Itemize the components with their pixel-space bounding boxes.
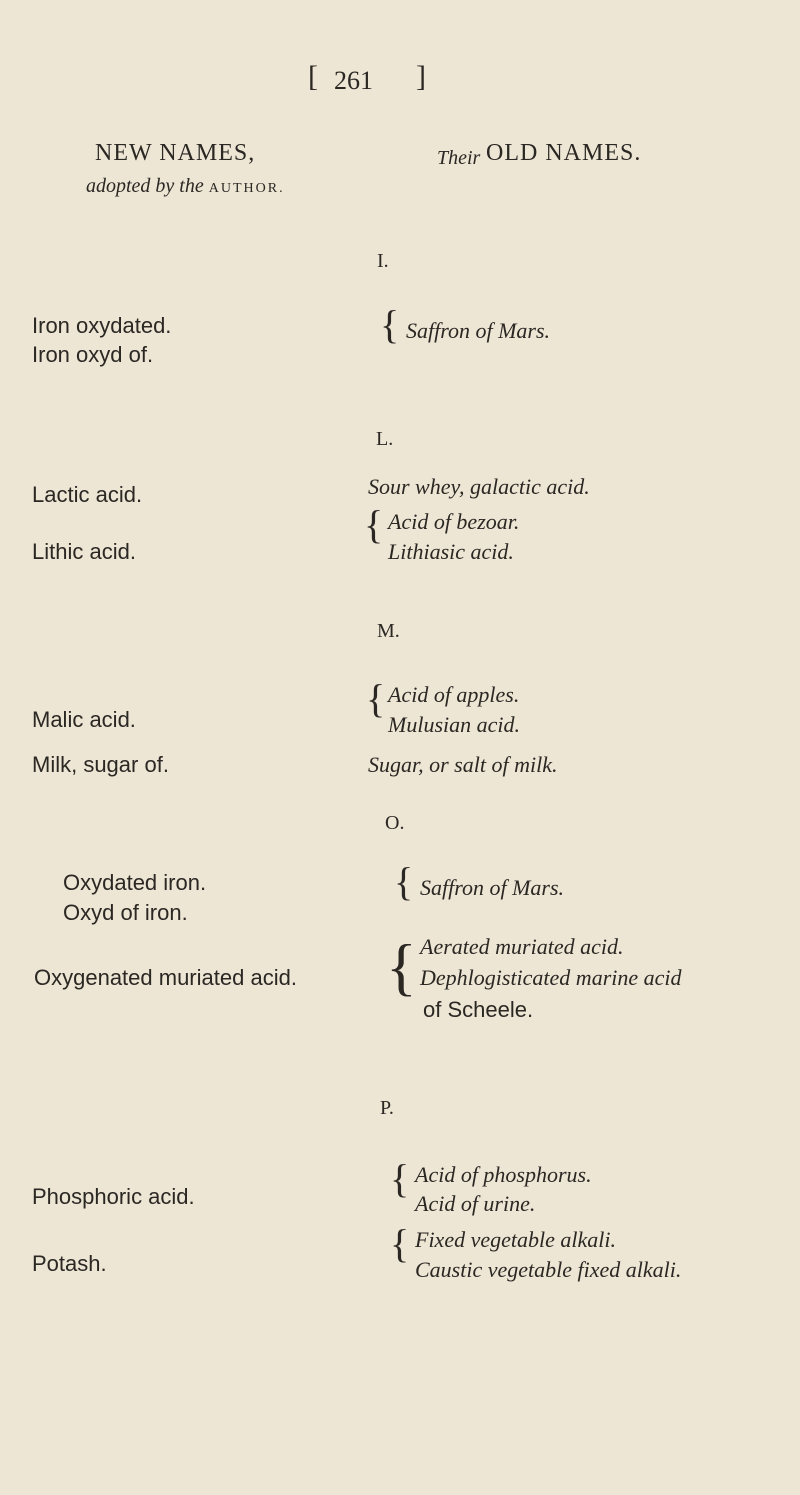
new-names-subheading [86,175,285,198]
new-name: Potash. [32,1251,107,1276]
new-name: Oxygenated muriated acid. [34,965,297,990]
old-name: Dephlogisticated marine acid [420,965,682,990]
brace-icon: { [380,302,400,347]
new-names-sub-author: AUTHOR. [208,181,285,196]
old-names-heading: OLD NAMES. [486,140,642,166]
new-name: Oxydated iron. [63,870,207,895]
section-letter-o: O. [385,812,405,834]
brace-icon: { [386,931,417,1002]
old-name: Acid of phosphorus. [415,1162,592,1187]
brace-icon: { [366,676,386,721]
new-name: Lithic acid. [32,539,136,564]
bracket-open: [ [308,60,318,93]
new-name: Lactic acid. [32,482,143,507]
new-names-sub-prefix: adopted by the [86,175,204,197]
old-name: Mulusian acid. [388,712,520,737]
old-name: Saffron of Mars. [406,318,551,343]
section-letter-p: P. [380,1097,394,1119]
old-name: Saffron of Mars. [420,875,565,900]
brace-icon: { [394,859,414,904]
new-name: Milk, sugar of. [32,752,169,777]
new-name: Iron oxyd of. [32,342,154,367]
brace-icon: { [390,1221,410,1266]
old-name: of Scheele. [423,997,534,1022]
new-name: Malic acid. [32,707,136,732]
old-name: Aerated muriated acid. [420,934,624,959]
bracket-close: ] [416,60,426,93]
brace-icon: { [390,1156,410,1201]
new-name: Iron oxydated. [32,313,172,338]
old-name: Fixed vegetable alkali. [415,1227,616,1252]
new-name: Phosphoric acid. [32,1184,195,1209]
old-name: Lithiasic acid. [388,539,514,564]
new-names-heading: NEW NAMES, [95,140,256,166]
page-number: 261 [334,66,373,95]
section-letter-i: I. [377,250,389,272]
old-name: Sour whey, galactic acid. [368,474,590,499]
section-letter-l: L. [376,428,394,450]
new-name: Oxyd of iron. [63,900,188,925]
old-name: Acid of urine. [415,1191,536,1216]
old-name: Acid of bezoar. [388,509,520,534]
old-name: Acid of apples. [388,682,520,707]
old-names-their: Their [437,147,481,169]
old-name: Caustic vegetable fixed alkali. [415,1257,682,1282]
old-name: Sugar, or salt of milk. [368,752,558,777]
section-letter-m: M. [377,620,400,642]
brace-icon: { [364,502,384,547]
